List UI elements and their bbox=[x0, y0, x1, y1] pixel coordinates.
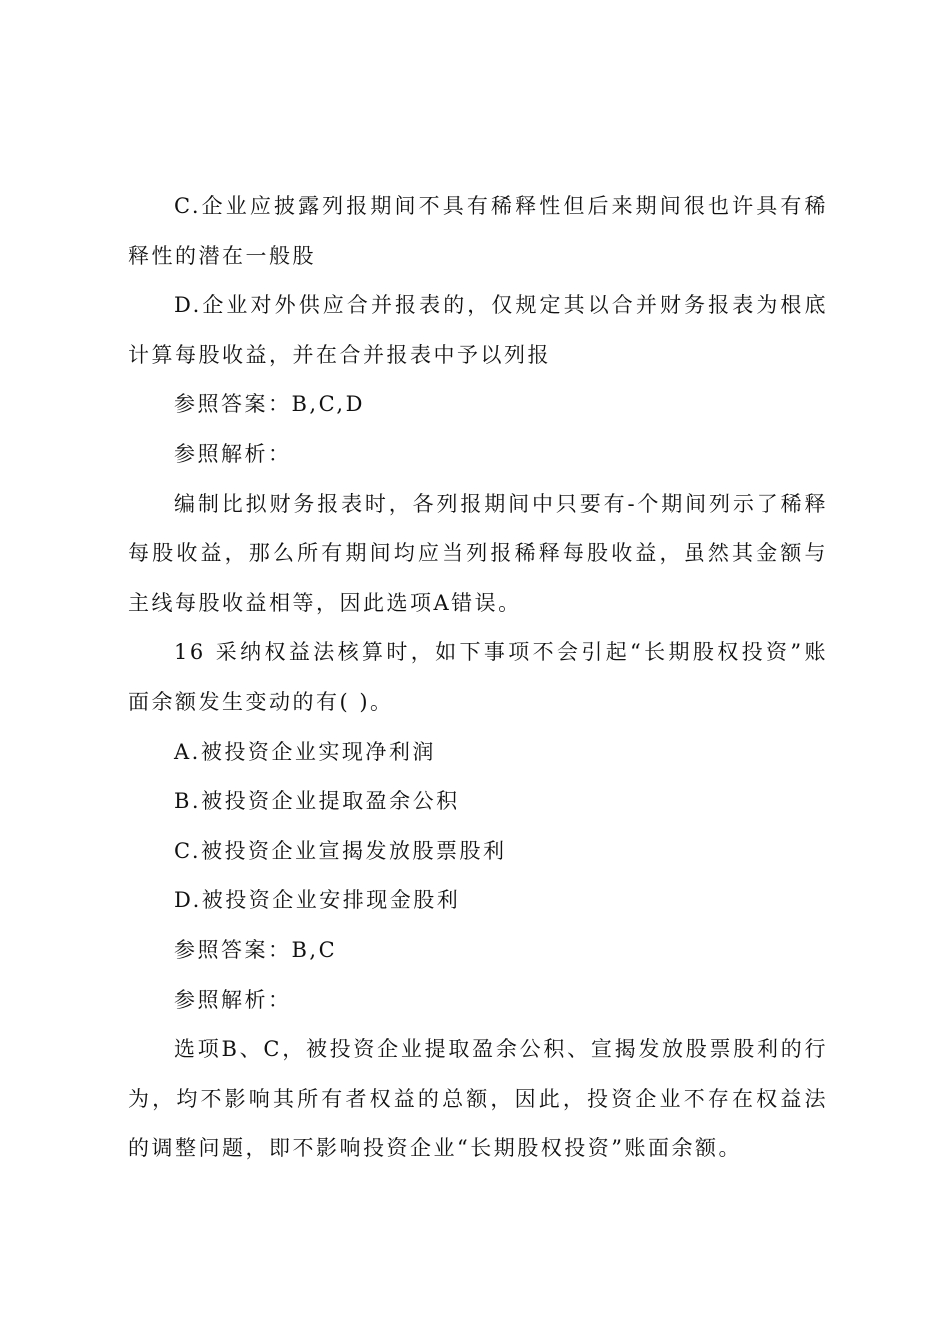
analysis-text: 选项B、C，被投资企业提取盈余公积、宣揭发放股票股利的行为，均不影响其所有者权益的总额，因此，投资企业不存在权益法的调整问题，即不影响投资企业“长期股权投资”账面余额。 bbox=[128, 1037, 828, 1161]
question-16-text: 16 采纳权益法核算时，如下事项不会引起“长期股权投资”账面余额发生变动的有( )。 bbox=[128, 640, 828, 714]
analysis-text: 编制比拟财务报表时，各列报期间中只要有-个期间列示了稀释每股收益，那么所有期间均应当列报稀释每股收益，虽然其金额与主线每股收益相等，因此选项A错误。 bbox=[128, 491, 828, 615]
analysis-label: 参照解析： bbox=[174, 441, 292, 466]
option-a-text: A.被投资企业实现净利润 bbox=[174, 739, 436, 764]
option-b-text: B.被投资企业提取盈余公积 bbox=[174, 789, 460, 814]
option-c-text: C.被投资企业宣揭发放股票股利 bbox=[174, 838, 507, 863]
analysis-label: 参照解析： bbox=[174, 987, 292, 1012]
option-c-text: C.企业应披露列报期间不具有稀释性但后来期间很也许具有稀释性的潜在一般股 bbox=[128, 194, 828, 268]
answer-text: 参照答案：B,C,D bbox=[174, 392, 365, 417]
option-d-text: D.被投资企业安排现金股利 bbox=[174, 888, 461, 913]
document-body bbox=[128, 182, 828, 1174]
answer-text: 参照答案：B,C bbox=[174, 937, 338, 962]
option-d-text: D.企业对外供应合并报表的，仅规定其以合并财务报表为根底计算每股收益，并在合并报表中予以列报 bbox=[128, 293, 828, 367]
